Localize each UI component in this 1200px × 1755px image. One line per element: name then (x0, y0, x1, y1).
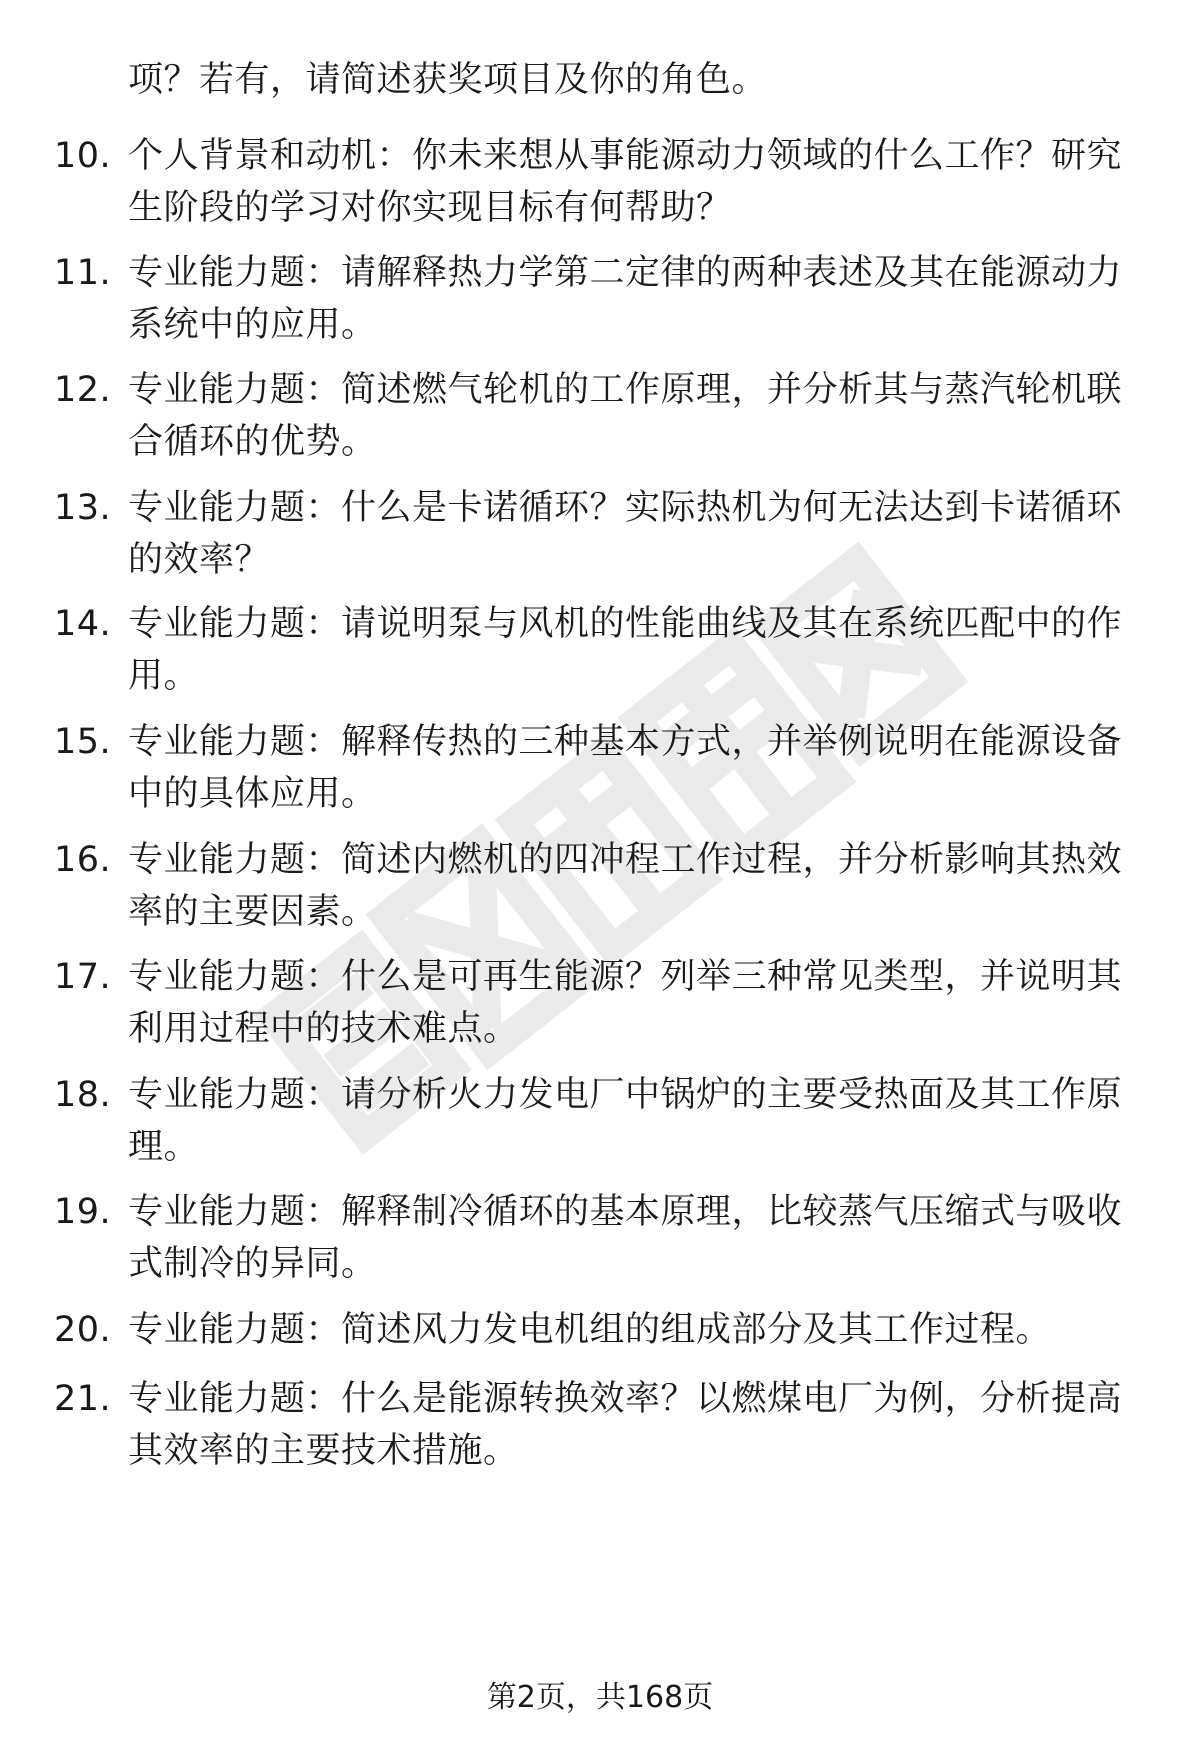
item-number: 18. (54, 1075, 112, 1115)
item-text: 专业能力题：简述内燃机的四冲程工作过程，并分析影响其热效率的主要因素。 (128, 840, 1123, 932)
item-text: 个人背景和动机：你未来想从事能源动力领域的什么工作？研究生阶段的学习对你实现目标有何帮助？ (128, 136, 1123, 228)
item-number: 14. (54, 604, 112, 644)
item-number: 17. (54, 957, 112, 997)
list-item (0, 364, 1200, 474)
item-number: 13. (54, 488, 112, 528)
item-text: 专业能力题：什么是能源转换效率？以燃煤电厂为例，分析提高其效率的主要技术措施。 (128, 1379, 1123, 1471)
list-item (0, 1373, 1200, 1483)
page-number-footer: 第2页，共168页 (486, 1680, 714, 1715)
list-item (0, 598, 1200, 708)
item-number: 19. (54, 1192, 112, 1232)
list-item (0, 1186, 1200, 1296)
item-text: 专业能力题：简述风力发电机组的组成部分及其工作过程。 (128, 1310, 1052, 1350)
item-text: 专业能力题：请分析火力发电厂中锅炉的主要受热面及其工作原理。 (128, 1075, 1123, 1167)
item-number: 21. (54, 1379, 112, 1419)
item-number: 20. (54, 1310, 112, 1350)
list-item (0, 951, 1200, 1061)
item-text: 专业能力题：什么是卡诺循环？实际热机为何无法达到卡诺循环的效率？ (128, 488, 1123, 580)
item-number: 11. (54, 253, 112, 293)
item-text: 专业能力题：什么是可再生能源？列举三种常见类型，并说明其利用过程中的技术难点。 (128, 957, 1123, 1049)
list-item (0, 1069, 1200, 1179)
continuation-line: 项？若有，请简述获奖项目及你的角色。 (128, 60, 768, 100)
item-text: 专业能力题：请说明泵与风机的性能曲线及其在系统匹配中的作用。 (128, 604, 1123, 696)
list-item (0, 130, 1200, 240)
item-number: 16. (54, 840, 112, 880)
item-text: 专业能力题：请解释热力学第二定律的两种表述及其在能源动力系统中的应用。 (128, 253, 1123, 345)
item-number: 15. (54, 722, 112, 762)
list-item (0, 482, 1200, 592)
item-number: 10. (54, 136, 112, 176)
item-text: 专业能力题：解释传热的三种基本方式，并举例说明在能源设备中的具体应用。 (128, 722, 1123, 814)
item-text: 专业能力题：简述燃气轮机的工作原理，并分析其与蒸汽轮机联合循环的优势。 (128, 370, 1123, 462)
item-number: 12. (54, 370, 112, 410)
item-text: 专业能力题：解释制冷循环的基本原理，比较蒸气压缩式与吸收式制冷的异同。 (128, 1192, 1123, 1284)
list-item (0, 834, 1200, 944)
list-item (0, 716, 1200, 826)
list-item (0, 247, 1200, 357)
